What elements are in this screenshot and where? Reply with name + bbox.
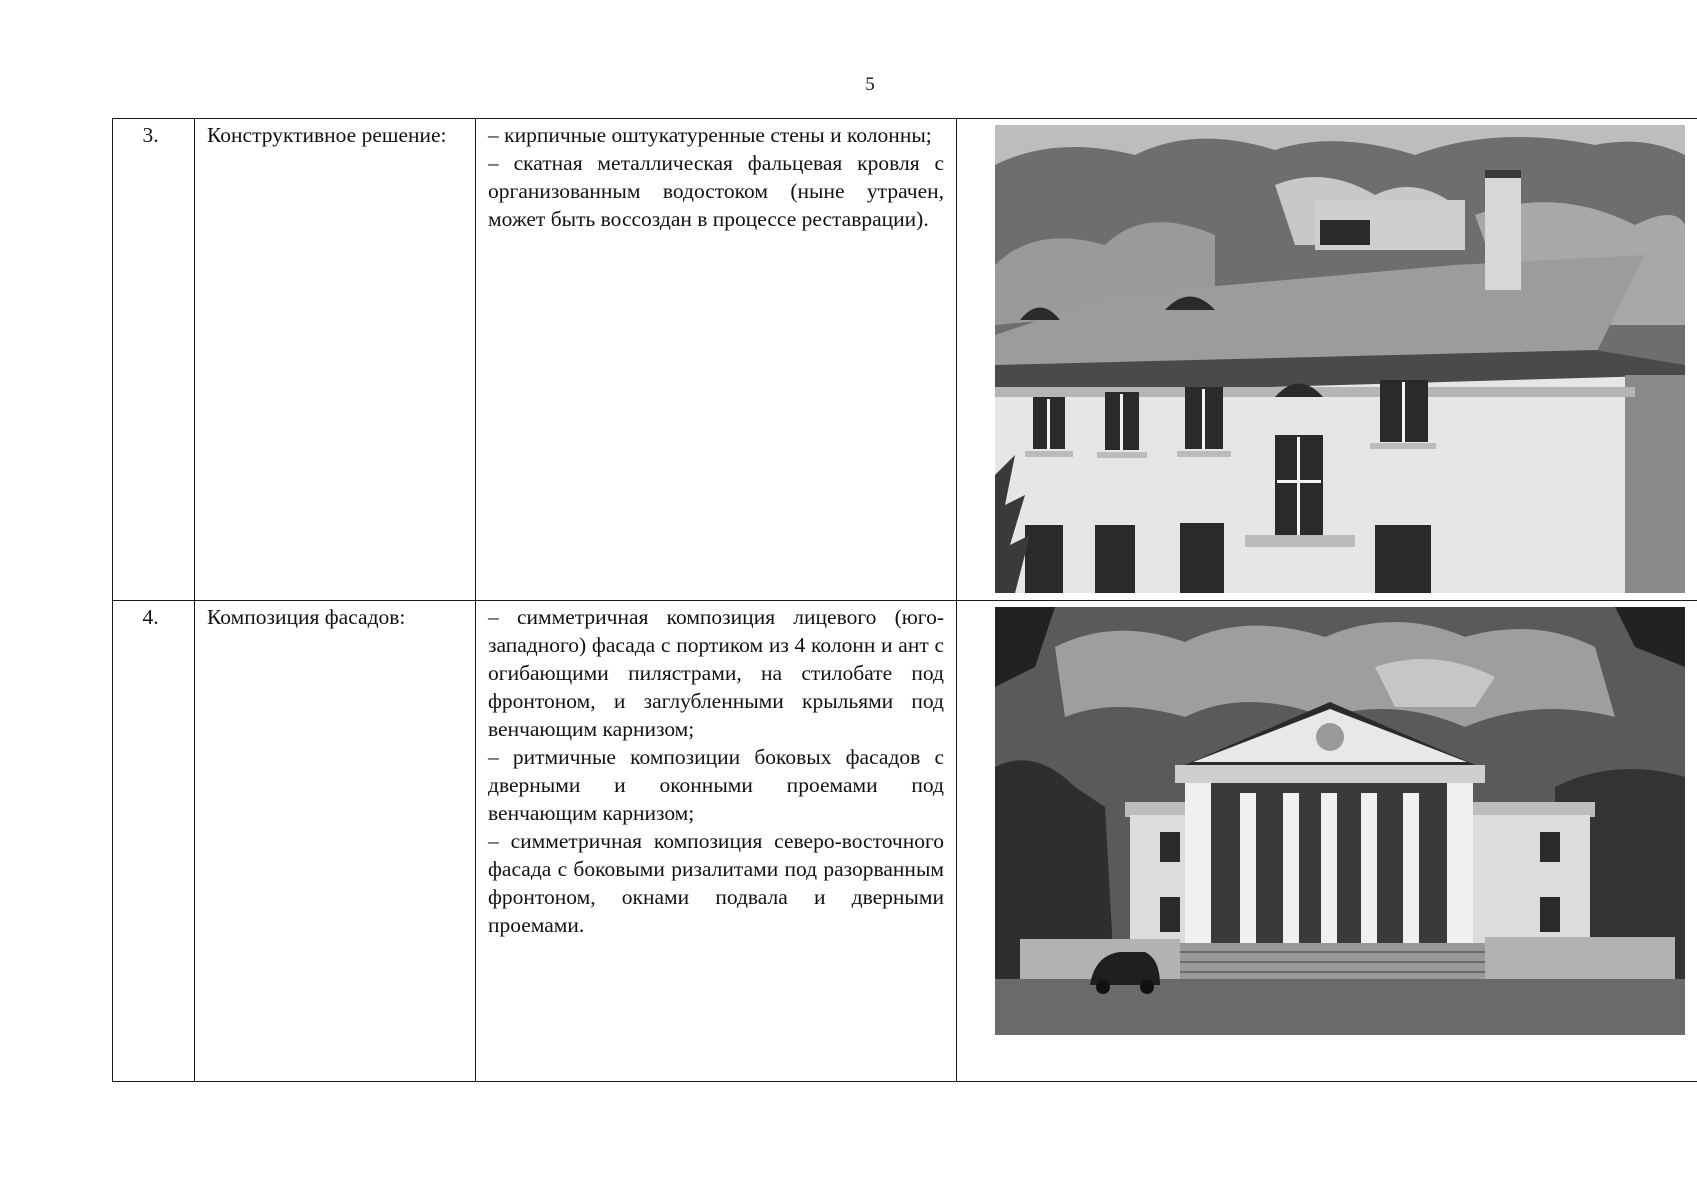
row-number: 4. (113, 601, 195, 1082)
table-row (113, 601, 1697, 1082)
portico-facade-photo (995, 607, 1685, 1035)
row-description (476, 601, 957, 1082)
row-label: Конструктивное решение: (195, 119, 476, 601)
building-corner-photo (995, 125, 1685, 593)
description-item: – скатная металлическая фальцевая кровля с организованным водостоком (ныне утрачен, может быть воссоздан в процессе реставрации). (488, 151, 944, 231)
photo-cell (957, 601, 1697, 1082)
row-description (476, 119, 957, 601)
row-label: Композиция фасадов: (195, 601, 476, 1082)
table-row (113, 119, 1697, 601)
description-item: – симметричная композиция лицевого (юго-западного) фасада с портиком из 4 колонн и ант с огибающими пилястрами, на стилобате под фронтоном, и заглубленными крыльями под венчающим карнизом; (488, 605, 944, 741)
photo-cell (957, 119, 1697, 601)
description-item: – кирпичные оштукатуренные стены и колонны; (488, 123, 932, 147)
description-item: – симметричная композиция северо-восточного фасада с боковыми ризалитами под разорванным фронтоном, окнами подвала и дверными проемами. (488, 829, 944, 937)
description-item: – ритмичные композиции боковых фасадов с дверными и оконными проемами под венчающим карнизом; (488, 745, 944, 825)
page-number: 5 (865, 74, 875, 95)
row-number: 3. (113, 119, 195, 601)
specification-table (112, 118, 1697, 1082)
